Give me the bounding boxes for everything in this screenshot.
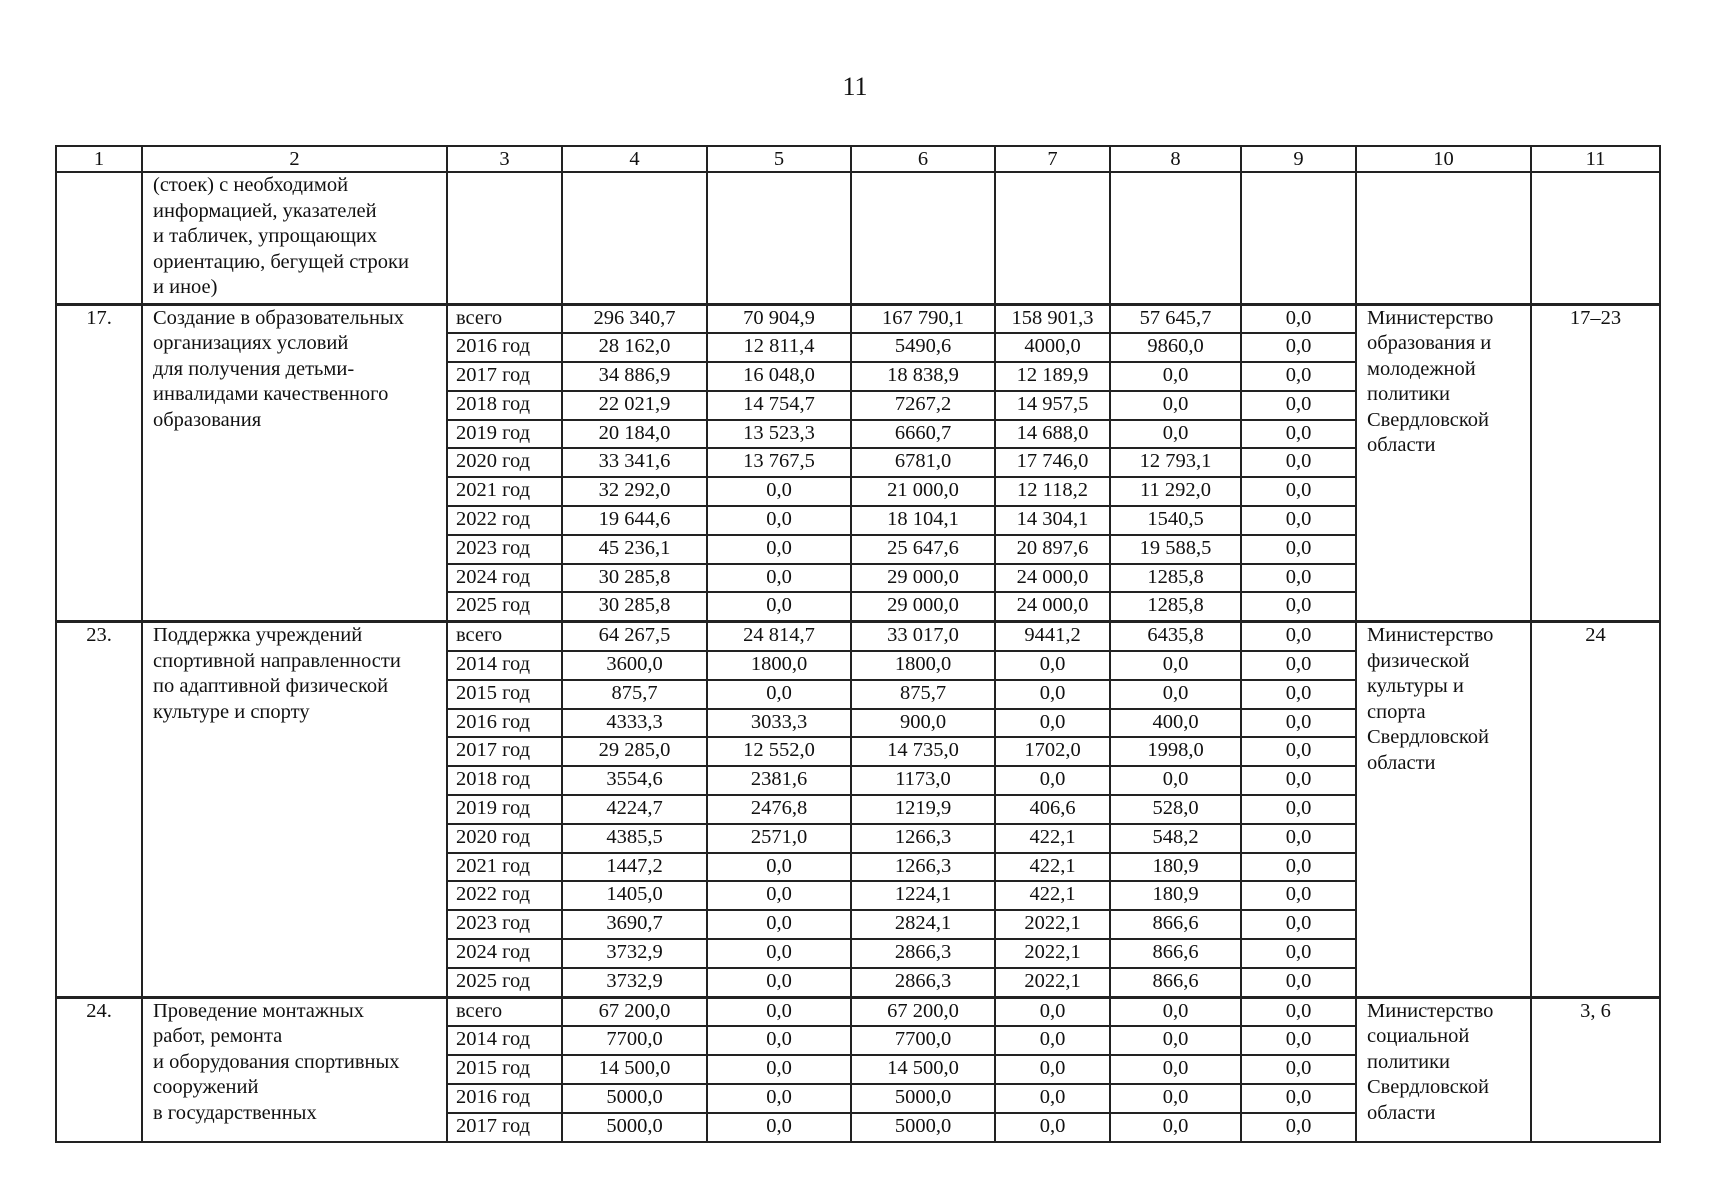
- amount-cell: 0,0: [1241, 420, 1356, 449]
- amount-cell: 0,0: [1241, 1026, 1356, 1055]
- period-cell: 2018 год: [447, 766, 562, 795]
- amount-cell: 29 000,0: [851, 592, 995, 621]
- amount-cell: 180,9: [1110, 881, 1241, 910]
- amount-cell: 0,0: [1241, 651, 1356, 680]
- column-number: 9: [1241, 146, 1356, 172]
- amount-cell: 296 340,7: [562, 304, 707, 333]
- amount-cell: 0,0: [995, 1026, 1110, 1055]
- amount-cell: 21 000,0: [851, 477, 995, 506]
- amount-cell: 30 285,8: [562, 564, 707, 593]
- amount-cell: 1224,1: [851, 881, 995, 910]
- amount-cell: 422,1: [995, 824, 1110, 853]
- amount-cell: 0,0: [707, 506, 851, 535]
- empty-cell: [851, 172, 995, 304]
- amount-cell: 0,0: [1241, 680, 1356, 709]
- amount-cell: 0,0: [707, 1084, 851, 1113]
- amount-cell: 14 688,0: [995, 420, 1110, 449]
- executor-cell: Министерство социальной политики Свердловской области: [1356, 997, 1531, 1141]
- period-cell: 2017 год: [447, 1113, 562, 1142]
- amount-cell: 0,0: [1241, 968, 1356, 997]
- amount-cell: 14 957,5: [995, 391, 1110, 420]
- period-cell: 2016 год: [447, 1084, 562, 1113]
- amount-cell: 1266,3: [851, 824, 995, 853]
- amount-cell: 1540,5: [1110, 506, 1241, 535]
- period-cell: 2020 год: [447, 824, 562, 853]
- amount-cell: 400,0: [1110, 709, 1241, 738]
- amount-cell: 0,0: [1241, 1055, 1356, 1084]
- amount-cell: 6781,0: [851, 448, 995, 477]
- amount-cell: 0,0: [707, 564, 851, 593]
- amount-cell: 5490,6: [851, 333, 995, 362]
- amount-cell: 0,0: [995, 1113, 1110, 1142]
- amount-cell: 3554,6: [562, 766, 707, 795]
- amount-cell: 0,0: [707, 592, 851, 621]
- amount-cell: 2381,6: [707, 766, 851, 795]
- measure-name-cell: (стоек) с необходимой информацией, указателей и табличек, упрощающих ориентацию, бегущей строки и иное): [142, 172, 447, 304]
- amount-cell: 34 886,9: [562, 362, 707, 391]
- amount-cell: 2022,1: [995, 968, 1110, 997]
- amount-cell: 0,0: [1241, 391, 1356, 420]
- amount-cell: 180,9: [1110, 853, 1241, 882]
- amount-cell: 19 588,5: [1110, 535, 1241, 564]
- period-cell: 2015 год: [447, 680, 562, 709]
- amount-cell: 528,0: [1110, 795, 1241, 824]
- amount-cell: 0,0: [1241, 622, 1356, 651]
- amount-cell: 25 647,6: [851, 535, 995, 564]
- section-total-row: [56, 304, 1660, 333]
- amount-cell: 64 267,5: [562, 622, 707, 651]
- amount-cell: 875,7: [851, 680, 995, 709]
- amount-cell: 1702,0: [995, 737, 1110, 766]
- amount-cell: 1266,3: [851, 853, 995, 882]
- amount-cell: 0,0: [995, 651, 1110, 680]
- period-cell: 2024 год: [447, 939, 562, 968]
- amount-cell: 18 838,9: [851, 362, 995, 391]
- column-number: 6: [851, 146, 995, 172]
- amount-cell: 0,0: [707, 881, 851, 910]
- row-number-cell: [56, 172, 142, 304]
- period-cell: 2025 год: [447, 968, 562, 997]
- amount-cell: 0,0: [1241, 535, 1356, 564]
- amount-cell: 422,1: [995, 881, 1110, 910]
- amount-cell: 406,6: [995, 795, 1110, 824]
- amount-cell: 0,0: [1110, 362, 1241, 391]
- amount-cell: 1800,0: [707, 651, 851, 680]
- amount-cell: 0,0: [707, 968, 851, 997]
- target-indicator-cell: 17–23: [1531, 304, 1660, 622]
- amount-cell: 57 645,7: [1110, 304, 1241, 333]
- measure-name-cell: Создание в образовательных организациях условий для получения детьми- инвалидами качественного образования: [142, 304, 447, 622]
- amount-cell: 24 814,7: [707, 622, 851, 651]
- column-number-row: [56, 146, 1660, 172]
- empty-cell: [1356, 172, 1531, 304]
- period-cell: 2014 год: [447, 651, 562, 680]
- measure-name-cell: Поддержка учреждений спортивной направленности по адаптивной физической культуре и спорту: [142, 622, 447, 997]
- amount-cell: 0,0: [1241, 304, 1356, 333]
- amount-cell: 12 552,0: [707, 737, 851, 766]
- amount-cell: 0,0: [1110, 1113, 1241, 1142]
- amount-cell: 9441,2: [995, 622, 1110, 651]
- amount-cell: 24 000,0: [995, 564, 1110, 593]
- amount-cell: 0,0: [1241, 997, 1356, 1026]
- amount-cell: 4224,7: [562, 795, 707, 824]
- period-cell: 2017 год: [447, 737, 562, 766]
- column-number: 8: [1110, 146, 1241, 172]
- amount-cell: 33 341,6: [562, 448, 707, 477]
- period-cell: 2023 год: [447, 535, 562, 564]
- amount-cell: 3690,7: [562, 910, 707, 939]
- amount-cell: 5000,0: [851, 1113, 995, 1142]
- amount-cell: 0,0: [995, 766, 1110, 795]
- amount-cell: 0,0: [1110, 391, 1241, 420]
- amount-cell: 0,0: [707, 939, 851, 968]
- amount-cell: 0,0: [1110, 1084, 1241, 1113]
- amount-cell: 70 904,9: [707, 304, 851, 333]
- amount-cell: 1285,8: [1110, 592, 1241, 621]
- empty-cell: [1531, 172, 1660, 304]
- amount-cell: 4000,0: [995, 333, 1110, 362]
- amount-cell: 0,0: [1110, 420, 1241, 449]
- amount-cell: 0,0: [707, 535, 851, 564]
- amount-cell: 1447,2: [562, 853, 707, 882]
- amount-cell: 3732,9: [562, 939, 707, 968]
- amount-cell: 0,0: [1241, 564, 1356, 593]
- amount-cell: 0,0: [707, 1113, 851, 1142]
- amount-cell: 14 500,0: [851, 1055, 995, 1084]
- amount-cell: 5000,0: [562, 1084, 707, 1113]
- amount-cell: 0,0: [1241, 1113, 1356, 1142]
- amount-cell: 12 811,4: [707, 333, 851, 362]
- period-cell: 2014 год: [447, 1026, 562, 1055]
- amount-cell: 0,0: [1241, 910, 1356, 939]
- amount-cell: 2571,0: [707, 824, 851, 853]
- period-cell: всего: [447, 997, 562, 1026]
- amount-cell: 0,0: [1241, 477, 1356, 506]
- amount-cell: 0,0: [707, 477, 851, 506]
- amount-cell: 0,0: [1241, 592, 1356, 621]
- amount-cell: 12 118,2: [995, 477, 1110, 506]
- amount-cell: 32 292,0: [562, 477, 707, 506]
- amount-cell: 0,0: [1241, 939, 1356, 968]
- amount-cell: 2476,8: [707, 795, 851, 824]
- amount-cell: 67 200,0: [851, 997, 995, 1026]
- period-cell: 2022 год: [447, 881, 562, 910]
- amount-cell: 0,0: [707, 1026, 851, 1055]
- amount-cell: 0,0: [995, 680, 1110, 709]
- period-cell: всего: [447, 622, 562, 651]
- amount-cell: 16 048,0: [707, 362, 851, 391]
- amount-cell: 4333,3: [562, 709, 707, 738]
- section-total-row: [56, 622, 1660, 651]
- target-indicator-cell: 24: [1531, 622, 1660, 997]
- column-number: 2: [142, 146, 447, 172]
- amount-cell: 3732,9: [562, 968, 707, 997]
- empty-cell: [447, 172, 562, 304]
- period-cell: 2017 год: [447, 362, 562, 391]
- amount-cell: 0,0: [1241, 448, 1356, 477]
- amount-cell: 0,0: [1241, 766, 1356, 795]
- empty-cell: [1241, 172, 1356, 304]
- amount-cell: 20 184,0: [562, 420, 707, 449]
- amount-cell: 4385,5: [562, 824, 707, 853]
- amount-cell: 14 735,0: [851, 737, 995, 766]
- amount-cell: 7700,0: [851, 1026, 995, 1055]
- amount-cell: 0,0: [1241, 881, 1356, 910]
- period-cell: 2016 год: [447, 333, 562, 362]
- amount-cell: 0,0: [1241, 709, 1356, 738]
- amount-cell: 875,7: [562, 680, 707, 709]
- amount-cell: 0,0: [707, 680, 851, 709]
- amount-cell: 866,6: [1110, 910, 1241, 939]
- amount-cell: 866,6: [1110, 968, 1241, 997]
- period-cell: 2015 год: [447, 1055, 562, 1084]
- amount-cell: 3033,3: [707, 709, 851, 738]
- period-cell: 2018 год: [447, 391, 562, 420]
- period-cell: 2019 год: [447, 420, 562, 449]
- period-cell: 2025 год: [447, 592, 562, 621]
- amount-cell: 20 897,6: [995, 535, 1110, 564]
- amount-cell: 14 754,7: [707, 391, 851, 420]
- executor-cell: Министерство физической культуры и спорта Свердловской области: [1356, 622, 1531, 997]
- amount-cell: 0,0: [707, 910, 851, 939]
- amount-cell: 0,0: [1110, 680, 1241, 709]
- empty-cell: [995, 172, 1110, 304]
- amount-cell: 0,0: [707, 1055, 851, 1084]
- amount-cell: 2022,1: [995, 939, 1110, 968]
- amount-cell: 3600,0: [562, 651, 707, 680]
- amount-cell: 2866,3: [851, 939, 995, 968]
- period-cell: 2024 год: [447, 564, 562, 593]
- amount-cell: 900,0: [851, 709, 995, 738]
- executor-cell: Министерство образования и молодежной политики Свердловской области: [1356, 304, 1531, 622]
- amount-cell: 0,0: [1241, 795, 1356, 824]
- period-cell: 2019 год: [447, 795, 562, 824]
- amount-cell: 6660,7: [851, 420, 995, 449]
- amount-cell: 24 000,0: [995, 592, 1110, 621]
- period-cell: 2022 год: [447, 506, 562, 535]
- measure-name-cell: Проведение монтажных работ, ремонта и оборудования спортивных сооружений в государственных: [142, 997, 447, 1141]
- amount-cell: 0,0: [1241, 737, 1356, 766]
- amount-cell: 6435,8: [1110, 622, 1241, 651]
- amount-cell: 13 523,3: [707, 420, 851, 449]
- amount-cell: 1173,0: [851, 766, 995, 795]
- column-number: 10: [1356, 146, 1531, 172]
- amount-cell: 0,0: [1110, 1026, 1241, 1055]
- amount-cell: 0,0: [995, 709, 1110, 738]
- amount-cell: 22 021,9: [562, 391, 707, 420]
- amount-cell: 1405,0: [562, 881, 707, 910]
- column-number: 5: [707, 146, 851, 172]
- amount-cell: 0,0: [1241, 362, 1356, 391]
- amount-cell: 0,0: [1241, 824, 1356, 853]
- amount-cell: 0,0: [707, 853, 851, 882]
- amount-cell: 2824,1: [851, 910, 995, 939]
- amount-cell: 0,0: [1110, 766, 1241, 795]
- amount-cell: 548,2: [1110, 824, 1241, 853]
- period-cell: 2016 год: [447, 709, 562, 738]
- amount-cell: 13 767,5: [707, 448, 851, 477]
- empty-cell: [1110, 172, 1241, 304]
- amount-cell: 18 104,1: [851, 506, 995, 535]
- amount-cell: 2866,3: [851, 968, 995, 997]
- column-number: 11: [1531, 146, 1660, 172]
- amount-cell: 5000,0: [562, 1113, 707, 1142]
- amount-cell: 0,0: [1241, 506, 1356, 535]
- amount-cell: 12 793,1: [1110, 448, 1241, 477]
- period-cell: 2021 год: [447, 853, 562, 882]
- amount-cell: 1219,9: [851, 795, 995, 824]
- amount-cell: 11 292,0: [1110, 477, 1241, 506]
- amount-cell: 28 162,0: [562, 333, 707, 362]
- amount-cell: 30 285,8: [562, 592, 707, 621]
- amount-cell: 0,0: [995, 1055, 1110, 1084]
- amount-cell: 45 236,1: [562, 535, 707, 564]
- amount-cell: 0,0: [1110, 651, 1241, 680]
- amount-cell: 866,6: [1110, 939, 1241, 968]
- amount-cell: 19 644,6: [562, 506, 707, 535]
- target-indicator-cell: 3, 6: [1531, 997, 1660, 1141]
- amount-cell: 0,0: [1241, 333, 1356, 362]
- empty-cell: [562, 172, 707, 304]
- amount-cell: 7700,0: [562, 1026, 707, 1055]
- period-cell: всего: [447, 304, 562, 333]
- amount-cell: 7267,2: [851, 391, 995, 420]
- amount-cell: 29 000,0: [851, 564, 995, 593]
- amount-cell: 1998,0: [1110, 737, 1241, 766]
- column-number: 4: [562, 146, 707, 172]
- amount-cell: 12 189,9: [995, 362, 1110, 391]
- amount-cell: 5000,0: [851, 1084, 995, 1113]
- period-cell: 2023 год: [447, 910, 562, 939]
- column-number: 3: [447, 146, 562, 172]
- amount-cell: 0,0: [1241, 853, 1356, 882]
- column-number: 1: [56, 146, 142, 172]
- amount-cell: 9860,0: [1110, 333, 1241, 362]
- amount-cell: 14 500,0: [562, 1055, 707, 1084]
- continuation-row: [56, 172, 1660, 304]
- page-number: 11: [842, 72, 868, 101]
- amount-cell: 0,0: [995, 997, 1110, 1026]
- amount-cell: 29 285,0: [562, 737, 707, 766]
- amount-cell: 422,1: [995, 853, 1110, 882]
- amount-cell: 167 790,1: [851, 304, 995, 333]
- amount-cell: 0,0: [995, 1084, 1110, 1113]
- amount-cell: 33 017,0: [851, 622, 995, 651]
- amount-cell: 0,0: [707, 997, 851, 1026]
- amount-cell: 0,0: [1241, 1084, 1356, 1113]
- amount-cell: 17 746,0: [995, 448, 1110, 477]
- period-cell: 2021 год: [447, 477, 562, 506]
- column-number: 7: [995, 146, 1110, 172]
- amount-cell: 2022,1: [995, 910, 1110, 939]
- period-cell: 2020 год: [447, 448, 562, 477]
- amount-cell: 0,0: [1110, 1055, 1241, 1084]
- row-number-cell: 24.: [56, 997, 142, 1141]
- amount-cell: 158 901,3: [995, 304, 1110, 333]
- amount-cell: 67 200,0: [562, 997, 707, 1026]
- row-number-cell: 23.: [56, 622, 142, 997]
- empty-cell: [707, 172, 851, 304]
- amount-cell: 14 304,1: [995, 506, 1110, 535]
- program-table: [55, 145, 1661, 1143]
- section-total-row: [56, 997, 1660, 1026]
- amount-cell: 1285,8: [1110, 564, 1241, 593]
- amount-cell: 1800,0: [851, 651, 995, 680]
- amount-cell: 0,0: [1110, 997, 1241, 1026]
- row-number-cell: 17.: [56, 304, 142, 622]
